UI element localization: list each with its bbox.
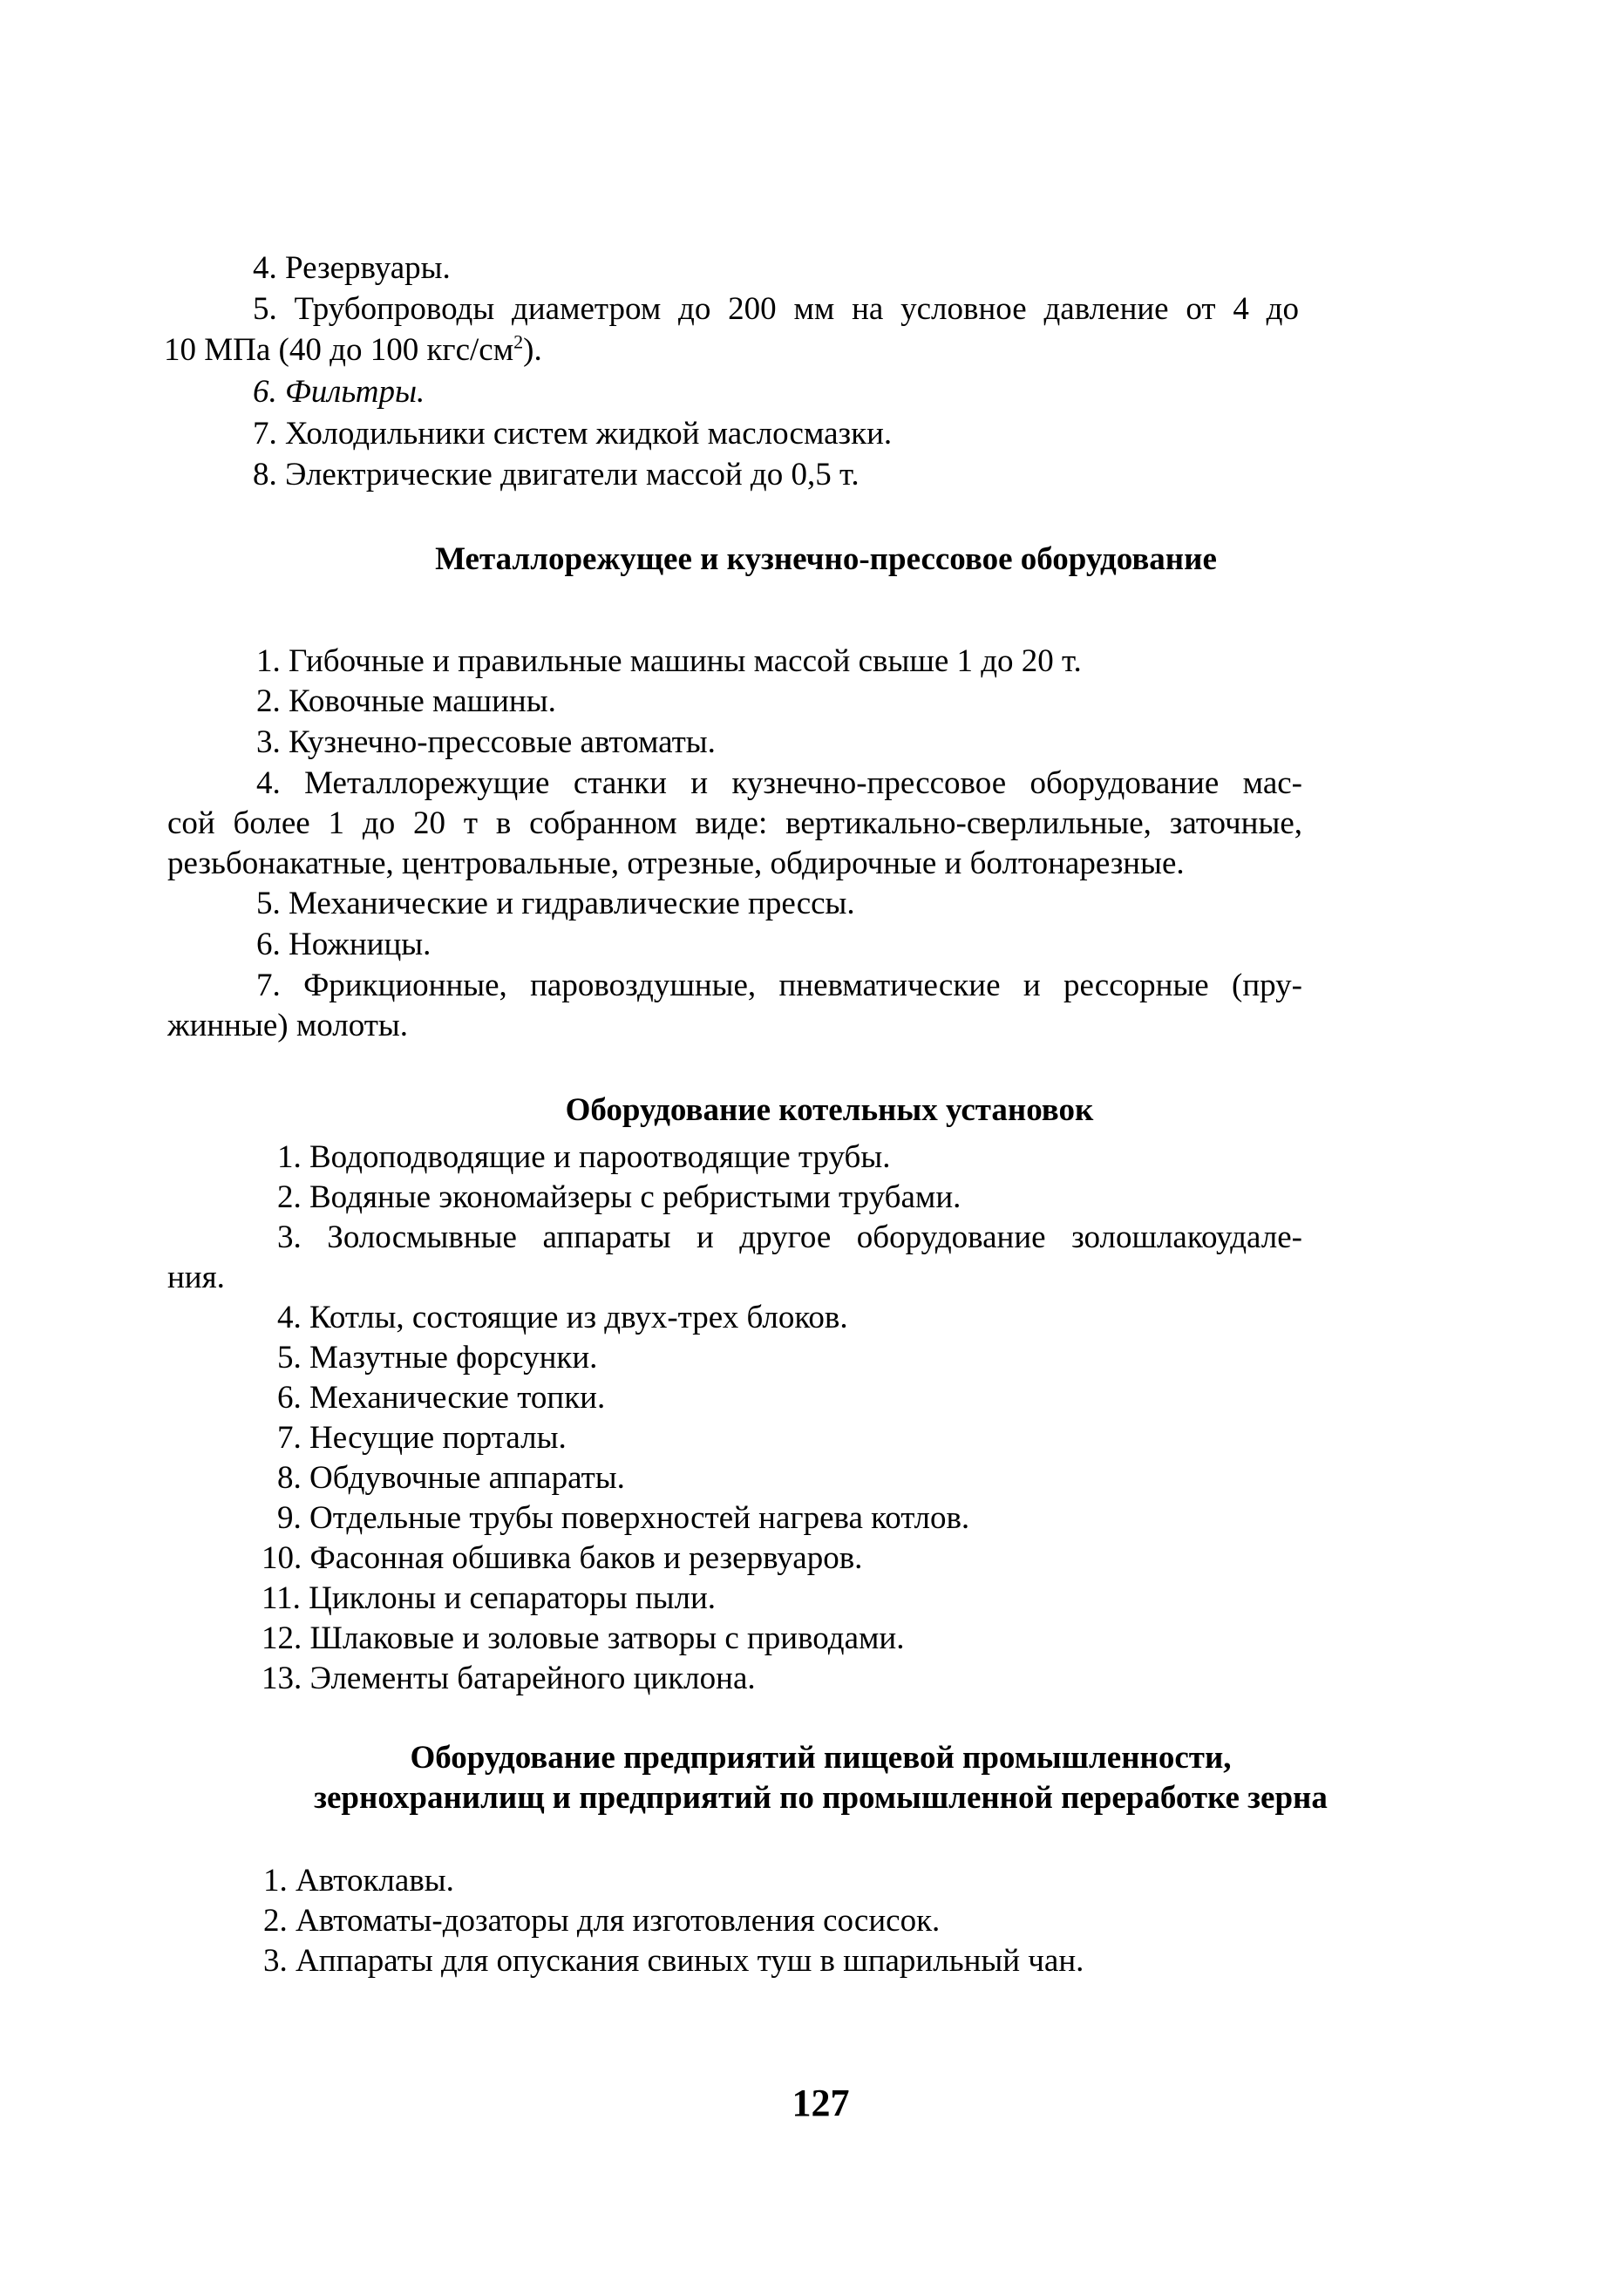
list-item: ния.: [167, 1260, 225, 1295]
list-item: сой более 1 до 20 т в собранном виде: вертикально-сверлильные, заточные,: [167, 805, 1302, 841]
list-item: резьбонакатные, центровальные, отрезные, обдирочные и болтонарезные.: [167, 846, 1185, 881]
list-item: 4. Котлы, состоящие из двух-трех блоков.: [277, 1300, 848, 1335]
list-item: 11. Циклоны и сепараторы пыли.: [262, 1580, 716, 1616]
section-heading: зернохранилищ и предприятий по промышленной переработке зерна: [314, 1780, 1328, 1816]
list-item: 5. Механические и гидравлические прессы.: [256, 886, 855, 921]
list-item: 8. Электрические двигатели массой до 0,5 т.: [253, 457, 860, 493]
page-number: 127: [792, 2082, 850, 2124]
list-item: [164, 331, 542, 370]
list-item: 3. Кузнечно-прессовые автоматы.: [256, 724, 716, 760]
list-item: 2. Ковочные машины.: [256, 683, 556, 719]
list-item: 2. Водяные экономайзеры с ребристыми трубами.: [277, 1179, 961, 1215]
list-item: 5. Трубопроводы диаметром до 200 мм на условное давление от 4 до: [253, 291, 1299, 327]
list-item: 1. Водоподводящие и пароотводящие трубы.: [277, 1139, 891, 1175]
list-item: 1. Автоклавы.: [263, 1863, 454, 1899]
superscript: 2: [513, 330, 524, 353]
list-item: 8. Обдувочные аппараты.: [277, 1460, 625, 1496]
section-heading: Оборудование котельных установок: [565, 1092, 1094, 1128]
list-item: 4. Металлорежущие станки и кузнечно-прессовое оборудование мас-: [256, 765, 1302, 801]
list-item: 13. Элементы батарейного циклона.: [262, 1661, 756, 1696]
list-item-text: 10 МПа (40 до 100 кгс/см: [164, 332, 514, 368]
list-item: 6. Фильтры.: [253, 374, 425, 410]
section-heading: Оборудование предприятий пищевой промышленности,: [410, 1740, 1232, 1776]
list-item-text-end: ).: [523, 332, 542, 368]
list-item: 5. Мазутные форсунки.: [277, 1340, 598, 1376]
list-item: 7. Холодильники систем жидкой маслосмазки.: [253, 416, 893, 452]
list-item: 2. Автоматы-дозаторы для изготовления сосисок.: [263, 1903, 941, 1939]
section-heading: Металлорежущее и кузнечно-прессовое оборудование: [435, 541, 1217, 577]
list-item: 1. Гибочные и правильные машины массой свыше 1 до 20 т.: [256, 643, 1082, 679]
list-item: 7. Фрикционные, паровоздушные, пневматические и рессорные (пру-: [256, 968, 1302, 1003]
list-item: 7. Несущие порталы.: [277, 1420, 567, 1456]
list-item: 12. Шлаковые и золовые затворы с приводами.: [262, 1620, 905, 1656]
list-item: 6. Ножницы.: [256, 927, 431, 962]
list-item: жинные) молоты.: [167, 1008, 409, 1043]
list-item: 10. Фасонная обшивка баков и резервуаров.: [262, 1540, 863, 1576]
list-item: 9. Отдельные трубы поверхностей нагрева котлов.: [277, 1500, 970, 1536]
list-item: 3. Аппараты для опускания свиных туш в шпарильный чан.: [263, 1943, 1084, 1979]
list-item: 6. Механические топки.: [277, 1380, 606, 1416]
list-item: 4. Резервуары.: [253, 250, 451, 286]
list-item: 3. Золосмывные аппараты и другое оборудование золошлакоудале-: [277, 1219, 1302, 1255]
